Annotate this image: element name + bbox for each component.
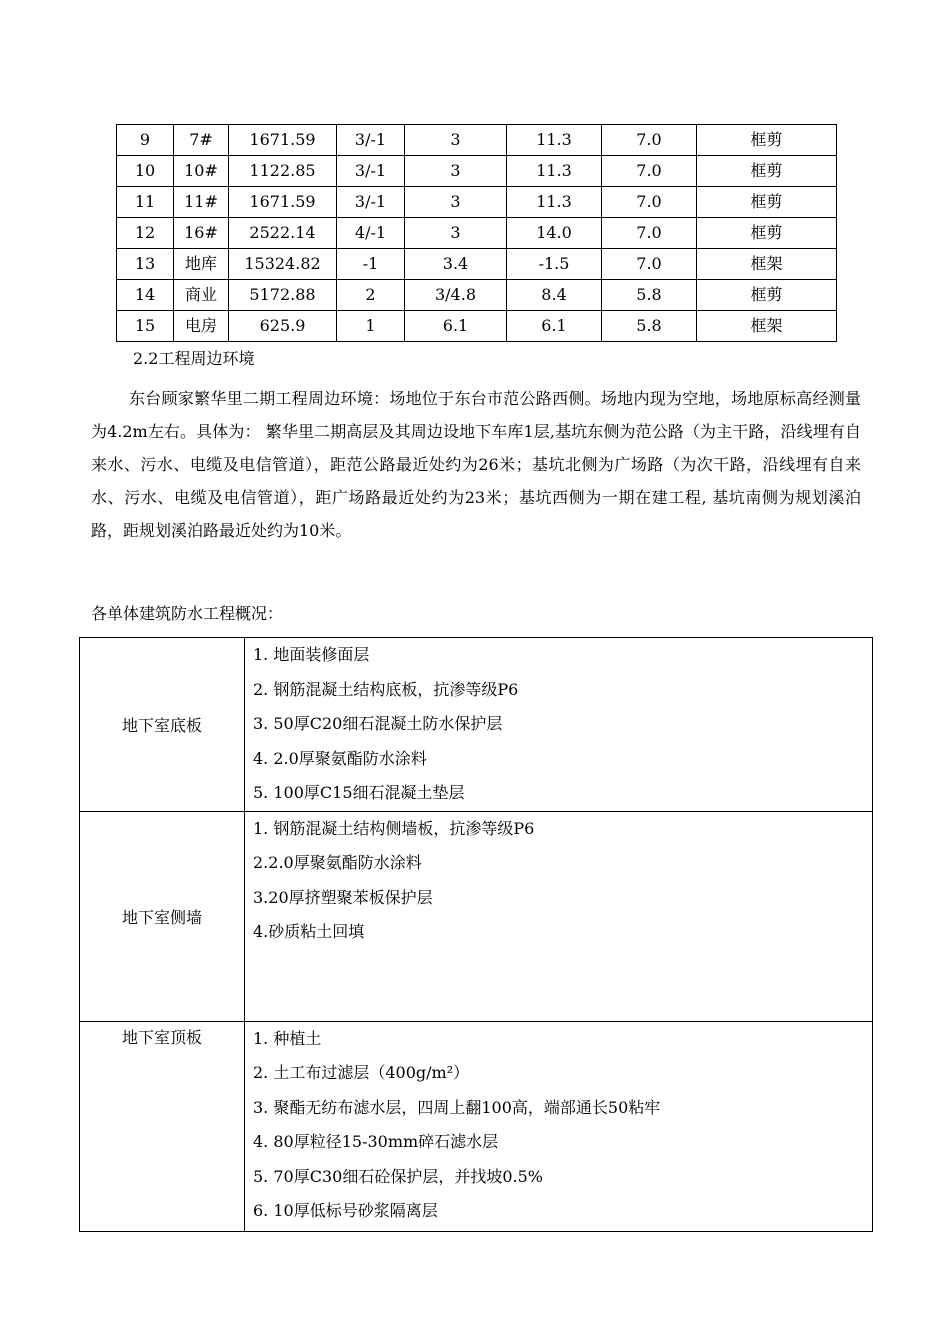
table-cell: 框剪 [697,125,837,156]
table-row [117,280,837,311]
table-cell: -1.5 [507,249,602,280]
table-cell: 5172.88 [229,280,337,311]
table-cell: 15324.82 [229,249,337,280]
table-cell: 5.8 [602,311,697,342]
table-cell: 商业 [174,280,229,311]
table-cell: 6.1 [507,311,602,342]
list-item: 3. 聚酯无纺布滤水层，四周上翻100高，端部通长50粘牢 [253,1097,661,1117]
table-row [80,811,873,1021]
table-cell: 3 [405,218,507,249]
table-cell: 3 [405,156,507,187]
table-cell: 3 [405,187,507,218]
table-cell: 13 [117,249,174,280]
table-row [80,638,873,812]
list-item: 4. 2.0厚聚氨酯防水涂料 [253,748,427,768]
table-cell: 框架 [697,249,837,280]
table-cell: 11 [117,187,174,218]
row-name: 地下室顶板 [80,1021,245,1231]
row-items [245,638,873,812]
table-cell: 2 [337,280,405,311]
list-item: 4.砂质粘土回填 [253,922,365,941]
list-item: 4. 80厚粒径15-30mm碎石滤水层 [253,1132,499,1151]
table-cell: 9 [117,125,174,156]
row-items [245,1021,873,1231]
table-cell: 7.0 [602,249,697,280]
section-heading: 2.2工程周边环境 [133,349,255,368]
list-item: 2.2.0厚聚氨酯防水涂料 [253,853,422,872]
table-row [117,156,837,187]
table-cell: 1122.85 [229,156,337,187]
table-cell: 15 [117,311,174,342]
table-cell: 14 [117,280,174,311]
table-row [117,218,837,249]
waterproof-table [79,637,873,1232]
table-cell: 7.0 [602,187,697,218]
table-cell: 3/-1 [337,187,405,218]
row-items [245,811,873,1021]
table-cell: 625.9 [229,311,337,342]
table-intro: 各单体建筑防水工程概况： [91,604,284,623]
table-cell: 11# [174,187,229,218]
table-row [80,1021,873,1231]
table-cell: 16# [174,218,229,249]
table-cell: 框剪 [697,187,837,218]
table-cell: 11.3 [507,156,602,187]
list-item: 2. 土工布过滤层（400g/m²） [253,1063,470,1082]
table-cell: 10# [174,156,229,187]
list-item: 1. 钢筋混凝土结构侧墙板，抗渗等级P6 [253,818,535,838]
table-cell: 5.8 [602,280,697,311]
row-name: 地下室底板 [80,638,245,812]
table-cell: 3/-1 [337,156,405,187]
table-cell: 3.4 [405,249,507,280]
table-cell: 14.0 [507,218,602,249]
table-cell: -1 [337,249,405,280]
table-row [117,125,837,156]
list-item: 1. 种植土 [253,1028,322,1048]
table-cell: 电房 [174,311,229,342]
table-cell: 框架 [697,311,837,342]
table-row [117,187,837,218]
table-row [117,249,837,280]
table-cell: 1671.59 [229,125,337,156]
table-cell: 7.0 [602,218,697,249]
list-item: 2. 钢筋混凝土结构底板，抗渗等级P6 [253,679,519,699]
table-cell: 4/-1 [337,218,405,249]
table-cell: 7.0 [602,156,697,187]
table-cell: 2522.14 [229,218,337,249]
environment-paragraph: 东台顾家繁华里二期工程周边环境：场地位于东台市范公路西侧。场地内现为空地，场地原标高经测量为4.2m左右。具体为： 繁华里二期高层及其周边设地下车库1层,基坑东侧为范公路（为主干路，沿线埋有自来水、污水、电缆及电信管道），距范公路最近处约为26米；基坑北侧为广场路（为次干路，沿线埋有自来水、污水、电缆及电信管道），距广场路最近处约为23米；基坑西侧为一期在建工程, 基坑南侧为规划溪泊路，距规划溪泊路最近处约为10米。 [91,389,861,540]
table-cell: 地库 [174,249,229,280]
table-cell: 3/-1 [337,125,405,156]
list-item: 3.20厚挤塑聚苯板保护层 [253,887,433,907]
list-item: 3. 50厚C20细石混凝土防水保护层 [253,714,503,733]
building-table [116,124,837,342]
table-cell: 1671.59 [229,187,337,218]
list-item: 5. 70厚C30细石砼保护层，并找坡0.5% [253,1166,543,1186]
table-cell: 12 [117,218,174,249]
table-cell: 6.1 [405,311,507,342]
list-item: 1. 地面装修面层 [253,645,370,664]
list-item: 5. 100厚C15细石混凝土垫层 [253,783,465,802]
table-cell: 7# [174,125,229,156]
table-cell: 框剪 [697,218,837,249]
table-cell: 框剪 [697,280,837,311]
table-cell: 11.3 [507,125,602,156]
table-cell: 框剪 [697,156,837,187]
table-cell: 3 [405,125,507,156]
table-cell: 3/4.8 [405,280,507,311]
table-cell: 1 [337,311,405,342]
list-item: 6. 10厚低标号砂浆隔离层 [253,1201,438,1220]
table-cell: 7.0 [602,125,697,156]
row-name: 地下室侧墙 [80,811,245,1021]
table-row [117,311,837,342]
table-cell: 11.3 [507,187,602,218]
table-cell: 10 [117,156,174,187]
table-cell: 8.4 [507,280,602,311]
